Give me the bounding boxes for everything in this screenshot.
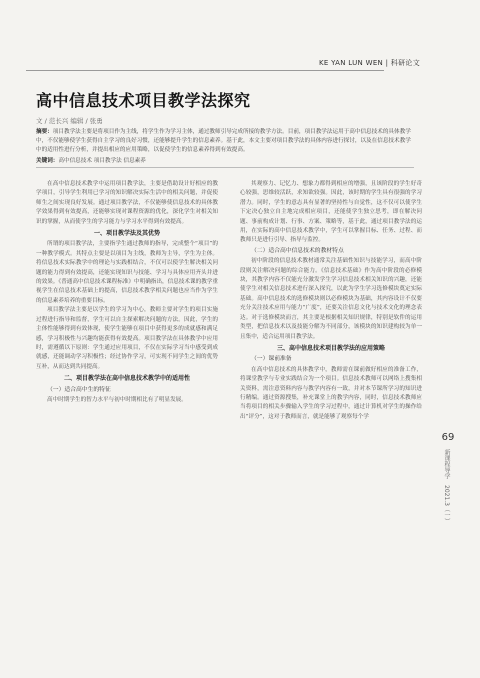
paragraph: 项目教学法主要是以学生的学习为中心，教师主要对学生的项目实施过程进行指导和监督，学生可以自主探索解决问题的方法。因此，学生的主体性能够得到有效体现，使学生能够在项目中获得更多的成就感和满足感，学习积极性与兴趣均能获得有效提高。项目教学法在具体教学中应用时，需遵循以下原则：学生通过应用项目，不仅在实际学习当中感受到成就感，还能调动学习积极性；经过协作学习，可实现不同学生之间的优势互补，从而达到共同提高。 xyxy=(36,307,218,370)
paragraph: 在高中信息技术教学中运用项目教学法，主要是借助设计好相应的教学项目，引导学生利用已学习的知识解决实际生活中的相关问题，并促使师生之间实现良好发展。通过项目教学法，不仅能够使信息技术的具体教学效果得到有效提高，还能够实现对课程资源的优化，深化学生对相关知识的掌握，从而使学生的学习能力与学习水平得到有效提高。 xyxy=(36,181,218,225)
right-column xyxy=(240,180,422,422)
paragraph: 其观察力、记忆力、想象力都得到相应的增强，且该阶段的学生好奇心较强，思维较活跃，求知欲较强。因此，该时期的学生具有很强的学习潜力。同时，学生的意志具有显著的坚持性与自觉性，这不仅可以使学生下定决心独立自主地完成相应项目，还能使学生独立思考，即在解决问题、事前构成计划、行事、方案、策略等，基于此，通过项目教学法的运用，在实际的高中信息技术教学中，学生可以掌握目标、任务、过程、而教师只是进行引导、指导与监控。 xyxy=(240,181,422,244)
side-margin xyxy=(436,432,460,524)
header-rule xyxy=(26,70,384,71)
subsection-heading: （二）适合高中信息技术的教材特点 xyxy=(251,247,344,254)
paragraph: 初中阶段的信息技术教材通常关注基础性知识与技能学习，而高中阶段则关注解决问题的综合能力。《信息技术基础》作为高中阶段的必修模块，其教学内容不仅能充分激发学生学习信息技术相关知识的兴趣，还能使学生对相关信息技术进行深入探究，以此为学生学习选修模块奠定实际基础。高中信息技术的选修模块则以必修模块为基础，其内容设计不仅要充分关注技术应用与能力“广度”，还要关注信息文化与技术文化的理念表达。对于选修模块而言，其主要是根据相关知识规律，特别是软件的运用类型，把信息技术以及技能分解为不同部分，该模块的知识建构较为单一且集中，适合运用项目教学法。 xyxy=(240,258,422,340)
subsection-heading: （一）适合高中生的特征 xyxy=(47,386,111,393)
journal-issue: 2021.3（一） xyxy=(443,485,450,524)
article-title: 高中信息技术项目教学法探究 xyxy=(36,91,251,110)
abstract xyxy=(36,128,414,155)
abstract-label: 摘要： xyxy=(36,129,53,135)
running-header xyxy=(0,52,480,72)
subsection-heading: （一）课前准备 xyxy=(251,356,292,363)
paragraph: 所谓的项目教学法，主要指学生通过教师的指导，完成整个“项目”的一种教学模式。其特点主要是以项目为主线，教师为主导，学生为主体。将信息技术实际教学中的理论与实践相结合，不仅可以使学生解决相关问题的能力得到有效提高，还能实现知识与技能、学习与具体应用齐头并进的效果。《普通高中信息技术课程标准》中明确指出，信息技术课的教学重视学生在信息技术基础上的提高，信息技术教学相关问题也应当作为学生的信息素养培养的重要目标。 xyxy=(36,241,218,304)
section-heading: 一、项目教学法及其优势 xyxy=(93,230,160,238)
page-number: 69 xyxy=(441,432,455,443)
paragraph: 高中时期学生的智力水平与初中时期相比有了明显发展。 xyxy=(47,396,187,403)
keywords-text: 高中信息技术 项目教学法 信息素养 xyxy=(58,158,146,164)
abstract-divider xyxy=(36,167,414,168)
section-heading: 二、项目教学法在高中信息技术教学中的适用性 xyxy=(63,375,190,383)
keywords xyxy=(36,156,414,164)
author-line: 文 / 范长兴 编辑 / 张勇 xyxy=(36,117,103,125)
paragraph: 在高中信息技术的具体教学中，教师需在课前做好相应的准备工作，将课堂教学与专业实践结合为一个项目。信息技术教师可以网络上搜集相关资料，需注意资料内容与教学内容有一致，并对本节课所学习的知识进行精编。通过资源搜集，补充课堂上的教学内容，同时，信息技术教师应当将项目的相关步骤输入学生的学习过程中，通过计算机对学生的操作给出“评分”，这对于教师而言，就是能够了观察每个学 xyxy=(240,366,422,420)
abstract-text: 项目教学法主要是将项目作为主线，将学生作为学习主体，通过教师引导完成所接的教学方法。目前，项目教学法运用于高中信息技术的具体教学中，不仅能够使学生获得自主学习的良好习惯，还能够提升学生的信息素养。基于此，本文主要对项目教学法的具体内容进行探讨，以及在信息技术教学中的适用性进行分析，并提出相应的应用策略，以促使学生的信息素养得到有效提高。 xyxy=(36,129,411,153)
left-column xyxy=(36,180,218,405)
section-heading: 三、高中信息技术项目教学法的应用策略 xyxy=(276,344,385,352)
column-label: KE YAN LUN WEN | 科研论文 xyxy=(318,59,420,67)
journal-name: 新课程导学 xyxy=(443,449,450,479)
keywords-label: 关键词： xyxy=(36,158,59,164)
